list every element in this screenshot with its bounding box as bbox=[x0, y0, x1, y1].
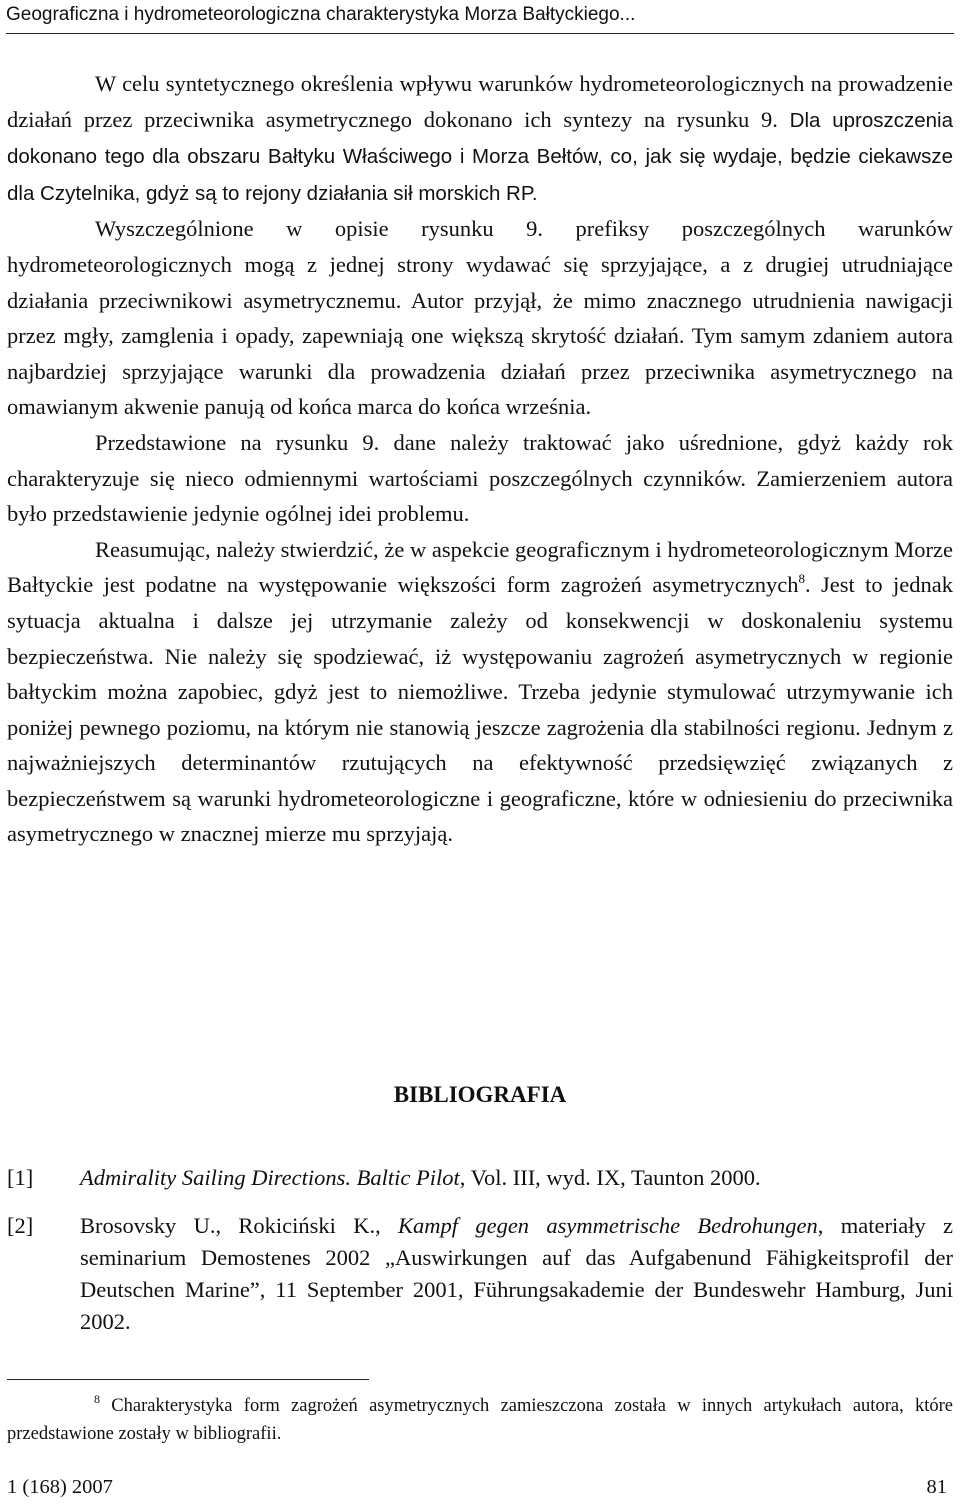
paragraph-1 bbox=[7, 66, 953, 211]
footnote-number: 8 bbox=[94, 1392, 100, 1406]
bib-entry-details: , Vol. III, wyd. IX, Taunton 2000. bbox=[459, 1165, 761, 1190]
footnote-rule bbox=[7, 1379, 369, 1380]
bib-entry-authors: Brosovsky U., Rokiciński K., bbox=[80, 1213, 399, 1238]
paragraph-3: Przedstawione na rysunku 9. dane należy traktować jako uśrednione, gdyż każdy rok charakteryzuje się nieco odmiennymi wartościami poszczególnych czynników. Zamierzeniem autora było przedstawienie jedynie ogólnej idei problemu. bbox=[7, 429, 953, 527]
issue-label: 1 (168) 2007 bbox=[7, 1476, 113, 1498]
paragraph-2-rest: prefiksy poszczególnych warunków hydrometeorologicznych mogą z jednej strony wydawać się sprzyjające, a z drugiej utrudniające działania przeciwnikowi asymetrycznemu. Autor przyjął, że mimo znacznego utrudnienia nawigacji przez mgły, zamglenia i opady, zapewniają one większą skrytość działań. Tym samym zdaniem autora najbardziej sprzyjające warunki dla prowadzenia działań przez przeciwnika asymetrycznego na omawianym akwenie panują od końca marca do końca września. bbox=[7, 216, 953, 420]
bib-entry-number: [2] bbox=[7, 1213, 34, 1238]
bib-entry-title: Kampf gegen asymmetrische Bedrohungen bbox=[398, 1213, 818, 1238]
bib-entry bbox=[7, 1210, 953, 1338]
page-footer bbox=[7, 1474, 947, 1500]
running-header: Geograficzna i hydrometeorologiczna charakterystyka Morza Bałtyckiego... bbox=[6, 4, 636, 25]
paragraph-2-start: Wyszczególnione w opisie rysunku 9. bbox=[95, 216, 576, 242]
bib-entry bbox=[7, 1162, 953, 1194]
paragraph-2 bbox=[7, 211, 953, 425]
bibliography-title: BIBLIOGRAFIA bbox=[393, 1082, 567, 1107]
bib-entry-number: [1] bbox=[7, 1165, 34, 1190]
paragraph-1-sans: Dla uproszczenia dokonano tego dla obszaru Bałtyku Właściwego i Morza Bełtów, co, jak się wydaje, będzie ciekawsze dla Czytelnika, gdyż są to rejony działania sił morskich RP. bbox=[7, 108, 954, 205]
page-number: 81 bbox=[926, 1476, 947, 1498]
bib-entry-details: , materiały z seminarium Demostenes 2002 „Auswirkungen auf das Aufgabenund Fähigkeitsprofil der Deutschen Marine”, 11 September 2001, Führungsakademie der Bundeswehr Hamburg, Juni 2002. bbox=[80, 1213, 953, 1334]
paragraph-1-start: W celu syntetycznego określenia wpływu warunków hydrometeorologicznych na prowadzenie działań przez przeciwnika asymetrycznego dokonano ich syntezy na rysunku 9. bbox=[7, 71, 953, 132]
paragraph-4-rest: . Jest to jednak sytuacja aktualna i dalsze jej utrzymanie zależy od konsekwencji w doskonaleniu systemu bezpieczeństwa. Nie należy się spodziewać, iż występowaniu zagrożeń asymetrycznych w regionie bałtyckim można zapobiec, gdyż jest to niemożliwe. Trzeba jedynie stymulować utrzymywanie ich poniżej pewnego poziomu, na którym nie stanowią jeszcze zagrożenia dla stabilności regionu. Jednym z najważniejszych determinantów rzutujących na efektywność przedsięwzięć związanych z bezpieczeństwem są warunki hydrometeorologiczne i geograficzne, które w odniesieniu do przeciwnika asymetrycznego w znacznej mierze mu sprzyjają. bbox=[7, 572, 953, 847]
footnote-ref[interactable]: 8 bbox=[798, 571, 805, 587]
bib-entry-title: Admirality Sailing Directions. Baltic Pilot bbox=[80, 1165, 460, 1190]
footnote bbox=[7, 1392, 953, 1448]
body-text bbox=[7, 66, 953, 852]
paragraph-4-start: Reasumując, należy stwierdzić, że w aspekcie geograficznym i hydrometeorologicznym Morze Bałtyckie jest podatne na występowanie większości form zagrożeń asymetrycznych bbox=[7, 536, 953, 598]
footnote-text: Charakterystyka form zagrożeń asymetrycznych zamieszczona została w innych artykułach autora, które przedstawione zostały w bibliografii. bbox=[7, 1396, 953, 1444]
header-rule bbox=[6, 33, 954, 34]
bibliography-list bbox=[7, 1162, 953, 1354]
paragraph-4 bbox=[7, 532, 953, 852]
